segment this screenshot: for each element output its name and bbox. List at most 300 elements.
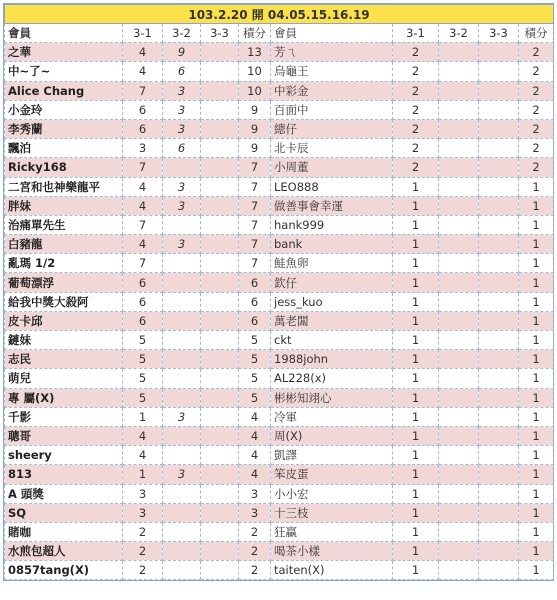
member-name-right: LEO888: [271, 177, 393, 196]
score-3-2-right: [439, 522, 479, 541]
score-3-1-right: 1: [393, 311, 439, 330]
score-3-2-right: [439, 215, 479, 234]
score-3-2-right: [439, 446, 479, 465]
total-score-right: 2: [519, 62, 554, 81]
score-3-2-right: [439, 426, 479, 445]
total-score-right: 1: [519, 369, 554, 388]
score-3-2-left: [163, 522, 201, 541]
score-3-3-left: [201, 215, 239, 234]
score-3-3-left: [201, 331, 239, 350]
total-score-right: 1: [519, 292, 554, 311]
page-title: 103.2.20 開 04.05.15.16.19: [5, 5, 554, 24]
score-3-3-right: [479, 62, 519, 81]
score-3-2-right: [439, 196, 479, 215]
score-3-1-left: 1: [123, 465, 163, 484]
score-3-3-right: [479, 503, 519, 522]
member-name-left: 之華: [5, 43, 123, 62]
table-row: [5, 465, 554, 484]
table-row: [5, 139, 554, 158]
score-3-1-right: 1: [393, 292, 439, 311]
total-score-left: 5: [239, 350, 271, 369]
total-score-right: 1: [519, 561, 554, 580]
member-name-left: Ricky168: [5, 158, 123, 177]
score-3-1-left: 2: [123, 522, 163, 541]
total-score-right: 2: [519, 139, 554, 158]
total-score-right: 1: [519, 426, 554, 445]
member-name-left: 千影: [5, 407, 123, 426]
member-name-left: sheery: [5, 446, 123, 465]
total-score-left: 4: [239, 426, 271, 445]
score-3-3-left: [201, 43, 239, 62]
table-row: [5, 81, 554, 100]
score-3-1-left: 2: [123, 542, 163, 561]
table-row: [5, 331, 554, 350]
total-score-right: 1: [519, 311, 554, 330]
score-3-2-right: [439, 465, 479, 484]
total-score-right: 1: [519, 235, 554, 254]
table-row: [5, 407, 554, 426]
total-score-left: 5: [239, 388, 271, 407]
score-sheet: [3, 3, 554, 581]
total-score-left: 10: [239, 62, 271, 81]
member-name-left: 聰哥: [5, 426, 123, 445]
total-score-left: 3: [239, 484, 271, 503]
table-row: [5, 369, 554, 388]
score-3-2-right: [439, 100, 479, 119]
member-name-left: 志民: [5, 350, 123, 369]
score-3-2-right: [439, 561, 479, 580]
total-score-right: 1: [519, 215, 554, 234]
total-score-right: 1: [519, 465, 554, 484]
total-score-left: 6: [239, 311, 271, 330]
score-3-2-left: [163, 254, 201, 273]
score-3-1-left: 7: [123, 81, 163, 100]
score-3-1-left: 3: [123, 139, 163, 158]
score-3-3-left: [201, 311, 239, 330]
score-3-2-left: [163, 331, 201, 350]
member-name-left: 亂瑪 1/2: [5, 254, 123, 273]
member-name-right: 周(X): [271, 426, 393, 445]
total-score-left: 7: [239, 254, 271, 273]
total-score-left: 9: [239, 100, 271, 119]
score-3-2-right: [439, 350, 479, 369]
total-score-left: 5: [239, 331, 271, 350]
total-score-right: 1: [519, 484, 554, 503]
total-score-left: 2: [239, 542, 271, 561]
member-name-right: 芳ㄟ: [271, 43, 393, 62]
member-name-right: 總仔: [271, 119, 393, 138]
member-name-left: 專 屬(X): [5, 388, 123, 407]
member-name-left: 二宮和也神樂龍平: [5, 177, 123, 196]
header-3-3-left: 3-3: [201, 24, 239, 43]
score-3-2-left: 3: [163, 177, 201, 196]
score-table: [4, 4, 554, 580]
score-3-1-right: 2: [393, 158, 439, 177]
member-name-right: AL228(x): [271, 369, 393, 388]
score-3-1-left: 6: [123, 292, 163, 311]
score-3-3-left: [201, 235, 239, 254]
score-3-3-right: [479, 350, 519, 369]
score-3-3-right: [479, 196, 519, 215]
score-3-2-right: [439, 235, 479, 254]
score-3-2-left: [163, 561, 201, 580]
member-name-left: 胖妹: [5, 196, 123, 215]
member-name-right: 彬彬知翊心: [271, 388, 393, 407]
score-3-2-right: [439, 177, 479, 196]
score-3-1-right: 2: [393, 139, 439, 158]
total-score-right: 2: [519, 43, 554, 62]
member-name-left: 水煎包超人: [5, 542, 123, 561]
score-3-3-left: [201, 158, 239, 177]
header-member-right: 會員: [271, 24, 393, 43]
member-name-right: 喝茶小樣: [271, 542, 393, 561]
score-3-3-left: [201, 254, 239, 273]
score-3-1-left: 2: [123, 561, 163, 580]
score-3-1-right: 1: [393, 561, 439, 580]
header-3-2-right: 3-2: [439, 24, 479, 43]
score-3-1-left: 4: [123, 177, 163, 196]
score-3-2-left: [163, 542, 201, 561]
member-name-left: 給我中獎大殺阿: [5, 292, 123, 311]
score-3-1-left: 4: [123, 196, 163, 215]
score-3-2-right: [439, 292, 479, 311]
score-3-3-right: [479, 561, 519, 580]
score-3-3-right: [479, 311, 519, 330]
table-row: [5, 522, 554, 541]
score-3-3-right: [479, 119, 519, 138]
score-3-3-left: [201, 139, 239, 158]
score-3-3-right: [479, 369, 519, 388]
table-row: [5, 311, 554, 330]
total-score-right: 1: [519, 407, 554, 426]
score-3-2-right: [439, 388, 479, 407]
score-3-1-left: 3: [123, 484, 163, 503]
score-3-3-right: [479, 542, 519, 561]
score-3-3-left: [201, 100, 239, 119]
score-3-3-right: [479, 177, 519, 196]
member-name-right: 做善事會幸運: [271, 196, 393, 215]
score-3-2-left: [163, 350, 201, 369]
score-3-3-right: [479, 273, 519, 292]
score-3-2-right: [439, 503, 479, 522]
score-3-2-left: [163, 388, 201, 407]
member-name-left: 0857tang(X): [5, 561, 123, 580]
total-score-right: 1: [519, 177, 554, 196]
total-score-left: 7: [239, 196, 271, 215]
score-3-1-left: 5: [123, 331, 163, 350]
total-score-right: 1: [519, 446, 554, 465]
score-3-3-right: [479, 100, 519, 119]
score-3-2-left: 3: [163, 119, 201, 138]
score-3-2-left: [163, 484, 201, 503]
score-3-3-right: [479, 139, 519, 158]
score-3-1-left: 4: [123, 446, 163, 465]
total-score-right: 1: [519, 273, 554, 292]
score-3-3-right: [479, 446, 519, 465]
score-3-1-right: 2: [393, 100, 439, 119]
table-row: [5, 235, 554, 254]
score-3-1-right: 1: [393, 522, 439, 541]
score-3-2-left: [163, 426, 201, 445]
score-3-1-left: 4: [123, 235, 163, 254]
header-3-1-left: 3-1: [123, 24, 163, 43]
table-row: [5, 43, 554, 62]
score-3-2-left: 3: [163, 100, 201, 119]
score-3-2-left: 9: [163, 43, 201, 62]
table-row: [5, 254, 554, 273]
member-name-right: jess_kuo: [271, 292, 393, 311]
score-3-3-left: [201, 542, 239, 561]
member-name-left: 皮卡邱: [5, 311, 123, 330]
score-3-1-left: 7: [123, 158, 163, 177]
member-name-left: A 頭獎: [5, 484, 123, 503]
score-3-1-left: 4: [123, 62, 163, 81]
member-name-left: 李秀蘭: [5, 119, 123, 138]
member-name-right: 鮭魚卵: [271, 254, 393, 273]
score-3-1-left: 3: [123, 503, 163, 522]
table-row: [5, 158, 554, 177]
total-score-right: 2: [519, 119, 554, 138]
score-3-1-right: 1: [393, 484, 439, 503]
score-3-3-left: [201, 81, 239, 100]
score-3-2-right: [439, 139, 479, 158]
total-score-right: 1: [519, 350, 554, 369]
score-3-2-right: [439, 158, 479, 177]
score-3-1-right: 1: [393, 215, 439, 234]
table-row: [5, 561, 554, 580]
score-3-3-right: [479, 331, 519, 350]
member-name-left: 白豬龍: [5, 235, 123, 254]
score-3-3-left: [201, 350, 239, 369]
member-name-right: 小小宏: [271, 484, 393, 503]
total-score-right: 1: [519, 196, 554, 215]
score-3-1-left: 6: [123, 273, 163, 292]
member-name-right: 小周董: [271, 158, 393, 177]
total-score-right: 1: [519, 331, 554, 350]
score-3-2-left: [163, 503, 201, 522]
member-name-right: 百面中: [271, 100, 393, 119]
score-3-2-left: [163, 446, 201, 465]
score-3-1-right: 1: [393, 446, 439, 465]
score-3-3-left: [201, 177, 239, 196]
header-3-2-left: 3-2: [163, 24, 201, 43]
total-score-left: 4: [239, 407, 271, 426]
score-3-2-left: 3: [163, 196, 201, 215]
total-score-right: 1: [519, 254, 554, 273]
score-3-3-left: [201, 196, 239, 215]
member-name-left: 治痛單先生: [5, 215, 123, 234]
score-3-1-right: 2: [393, 43, 439, 62]
member-name-right: 十三枝: [271, 503, 393, 522]
score-3-1-right: 1: [393, 542, 439, 561]
score-3-2-right: [439, 542, 479, 561]
total-score-left: 6: [239, 273, 271, 292]
score-3-2-right: [439, 311, 479, 330]
member-name-right: 凱譯: [271, 446, 393, 465]
score-3-3-left: [201, 503, 239, 522]
total-score-left: 9: [239, 119, 271, 138]
score-3-3-left: [201, 369, 239, 388]
score-3-3-left: [201, 273, 239, 292]
score-3-3-right: [479, 484, 519, 503]
member-name-right: bank: [271, 235, 393, 254]
score-3-2-left: 3: [163, 235, 201, 254]
score-3-2-left: [163, 158, 201, 177]
member-name-left: 小金玲: [5, 100, 123, 119]
score-3-3-left: [201, 407, 239, 426]
score-3-1-right: 1: [393, 407, 439, 426]
member-name-left: 飄泊: [5, 139, 123, 158]
total-score-left: 3: [239, 503, 271, 522]
total-score-left: 6: [239, 292, 271, 311]
member-name-left: SQ: [5, 503, 123, 522]
score-3-2-right: [439, 62, 479, 81]
score-3-2-right: [439, 484, 479, 503]
score-3-1-right: 1: [393, 388, 439, 407]
total-score-left: 10: [239, 81, 271, 100]
score-3-1-right: 1: [393, 235, 439, 254]
score-3-3-right: [479, 215, 519, 234]
score-3-2-left: 6: [163, 139, 201, 158]
total-score-right: 2: [519, 81, 554, 100]
table-row: [5, 215, 554, 234]
member-name-right: ckt: [271, 331, 393, 350]
score-3-1-right: 1: [393, 196, 439, 215]
score-3-2-left: [163, 292, 201, 311]
score-3-1-left: 1: [123, 407, 163, 426]
score-3-3-right: [479, 388, 519, 407]
score-3-2-right: [439, 119, 479, 138]
score-3-1-right: 1: [393, 426, 439, 445]
score-3-3-left: [201, 119, 239, 138]
score-3-1-left: 6: [123, 100, 163, 119]
score-3-2-right: [439, 43, 479, 62]
score-3-2-left: 3: [163, 407, 201, 426]
score-3-1-right: 2: [393, 62, 439, 81]
table-row: [5, 484, 554, 503]
score-3-2-right: [439, 407, 479, 426]
member-name-right: 笨皮蛋: [271, 465, 393, 484]
score-3-2-left: 6: [163, 62, 201, 81]
total-score-left: 5: [239, 369, 271, 388]
member-name-left: 813: [5, 465, 123, 484]
score-3-1-left: 5: [123, 388, 163, 407]
score-3-2-left: [163, 369, 201, 388]
score-3-3-left: [201, 484, 239, 503]
member-name-right: hank999: [271, 215, 393, 234]
total-score-left: 2: [239, 522, 271, 541]
score-3-3-right: [479, 43, 519, 62]
member-name-right: 烏龜王: [271, 62, 393, 81]
member-name-left: 賭咖: [5, 522, 123, 541]
member-name-right: 狂贏: [271, 522, 393, 541]
table-row: [5, 177, 554, 196]
total-score-left: 7: [239, 158, 271, 177]
score-3-3-left: [201, 465, 239, 484]
total-score-left: 7: [239, 215, 271, 234]
score-3-2-right: [439, 331, 479, 350]
total-score-left: 13: [239, 43, 271, 62]
score-3-1-right: 1: [393, 331, 439, 350]
member-name-right: 萬老闆: [271, 311, 393, 330]
member-name-left: 鏈妹: [5, 331, 123, 350]
score-3-2-right: [439, 369, 479, 388]
member-name-right: taiten(X): [271, 561, 393, 580]
score-3-3-left: [201, 446, 239, 465]
score-3-1-left: 6: [123, 311, 163, 330]
score-3-2-left: [163, 215, 201, 234]
score-3-1-left: 7: [123, 215, 163, 234]
score-3-2-right: [439, 254, 479, 273]
score-3-3-left: [201, 426, 239, 445]
score-3-1-right: 1: [393, 465, 439, 484]
total-score-right: 2: [519, 158, 554, 177]
score-3-3-right: [479, 426, 519, 445]
score-3-1-left: 4: [123, 426, 163, 445]
score-3-2-left: 3: [163, 81, 201, 100]
score-3-3-left: [201, 292, 239, 311]
member-name-right: 1988john: [271, 350, 393, 369]
header-3-1-right: 3-1: [393, 24, 439, 43]
total-score-left: 2: [239, 561, 271, 580]
score-3-1-right: 1: [393, 350, 439, 369]
score-3-1-left: 5: [123, 369, 163, 388]
score-3-3-right: [479, 81, 519, 100]
score-3-2-left: [163, 273, 201, 292]
score-3-1-left: 5: [123, 350, 163, 369]
score-3-3-right: [479, 522, 519, 541]
table-row: [5, 503, 554, 522]
table-row: [5, 446, 554, 465]
score-3-1-right: 1: [393, 177, 439, 196]
member-name-right: 北卡辰: [271, 139, 393, 158]
score-3-1-left: 7: [123, 254, 163, 273]
member-name-left: 中~了~: [5, 62, 123, 81]
total-score-left: 7: [239, 235, 271, 254]
score-3-3-right: [479, 465, 519, 484]
score-3-3-left: [201, 62, 239, 81]
member-name-left: Alice Chang: [5, 81, 123, 100]
total-score-left: 4: [239, 446, 271, 465]
table-row: [5, 119, 554, 138]
member-name-right: 欽仔: [271, 273, 393, 292]
score-3-3-left: [201, 388, 239, 407]
score-3-1-right: 1: [393, 503, 439, 522]
score-3-1-right: 1: [393, 369, 439, 388]
score-3-3-right: [479, 235, 519, 254]
table-row: [5, 100, 554, 119]
total-score-left: 7: [239, 177, 271, 196]
score-3-1-left: 6: [123, 119, 163, 138]
total-score-right: 1: [519, 542, 554, 561]
member-name-left: 葡萄漂浮: [5, 273, 123, 292]
score-3-3-left: [201, 561, 239, 580]
header-3-3-right: 3-3: [479, 24, 519, 43]
total-score-left: 9: [239, 139, 271, 158]
table-row: [5, 426, 554, 445]
score-3-1-left: 4: [123, 43, 163, 62]
score-3-1-right: 1: [393, 273, 439, 292]
title-row: [5, 5, 554, 24]
table-row: [5, 350, 554, 369]
header-member-left: 會員: [5, 24, 123, 43]
score-3-1-right: 1: [393, 254, 439, 273]
total-score-right: 2: [519, 100, 554, 119]
member-name-right: 冷軍: [271, 407, 393, 426]
score-3-3-right: [479, 158, 519, 177]
header-row: [5, 24, 554, 43]
score-3-1-right: 2: [393, 119, 439, 138]
